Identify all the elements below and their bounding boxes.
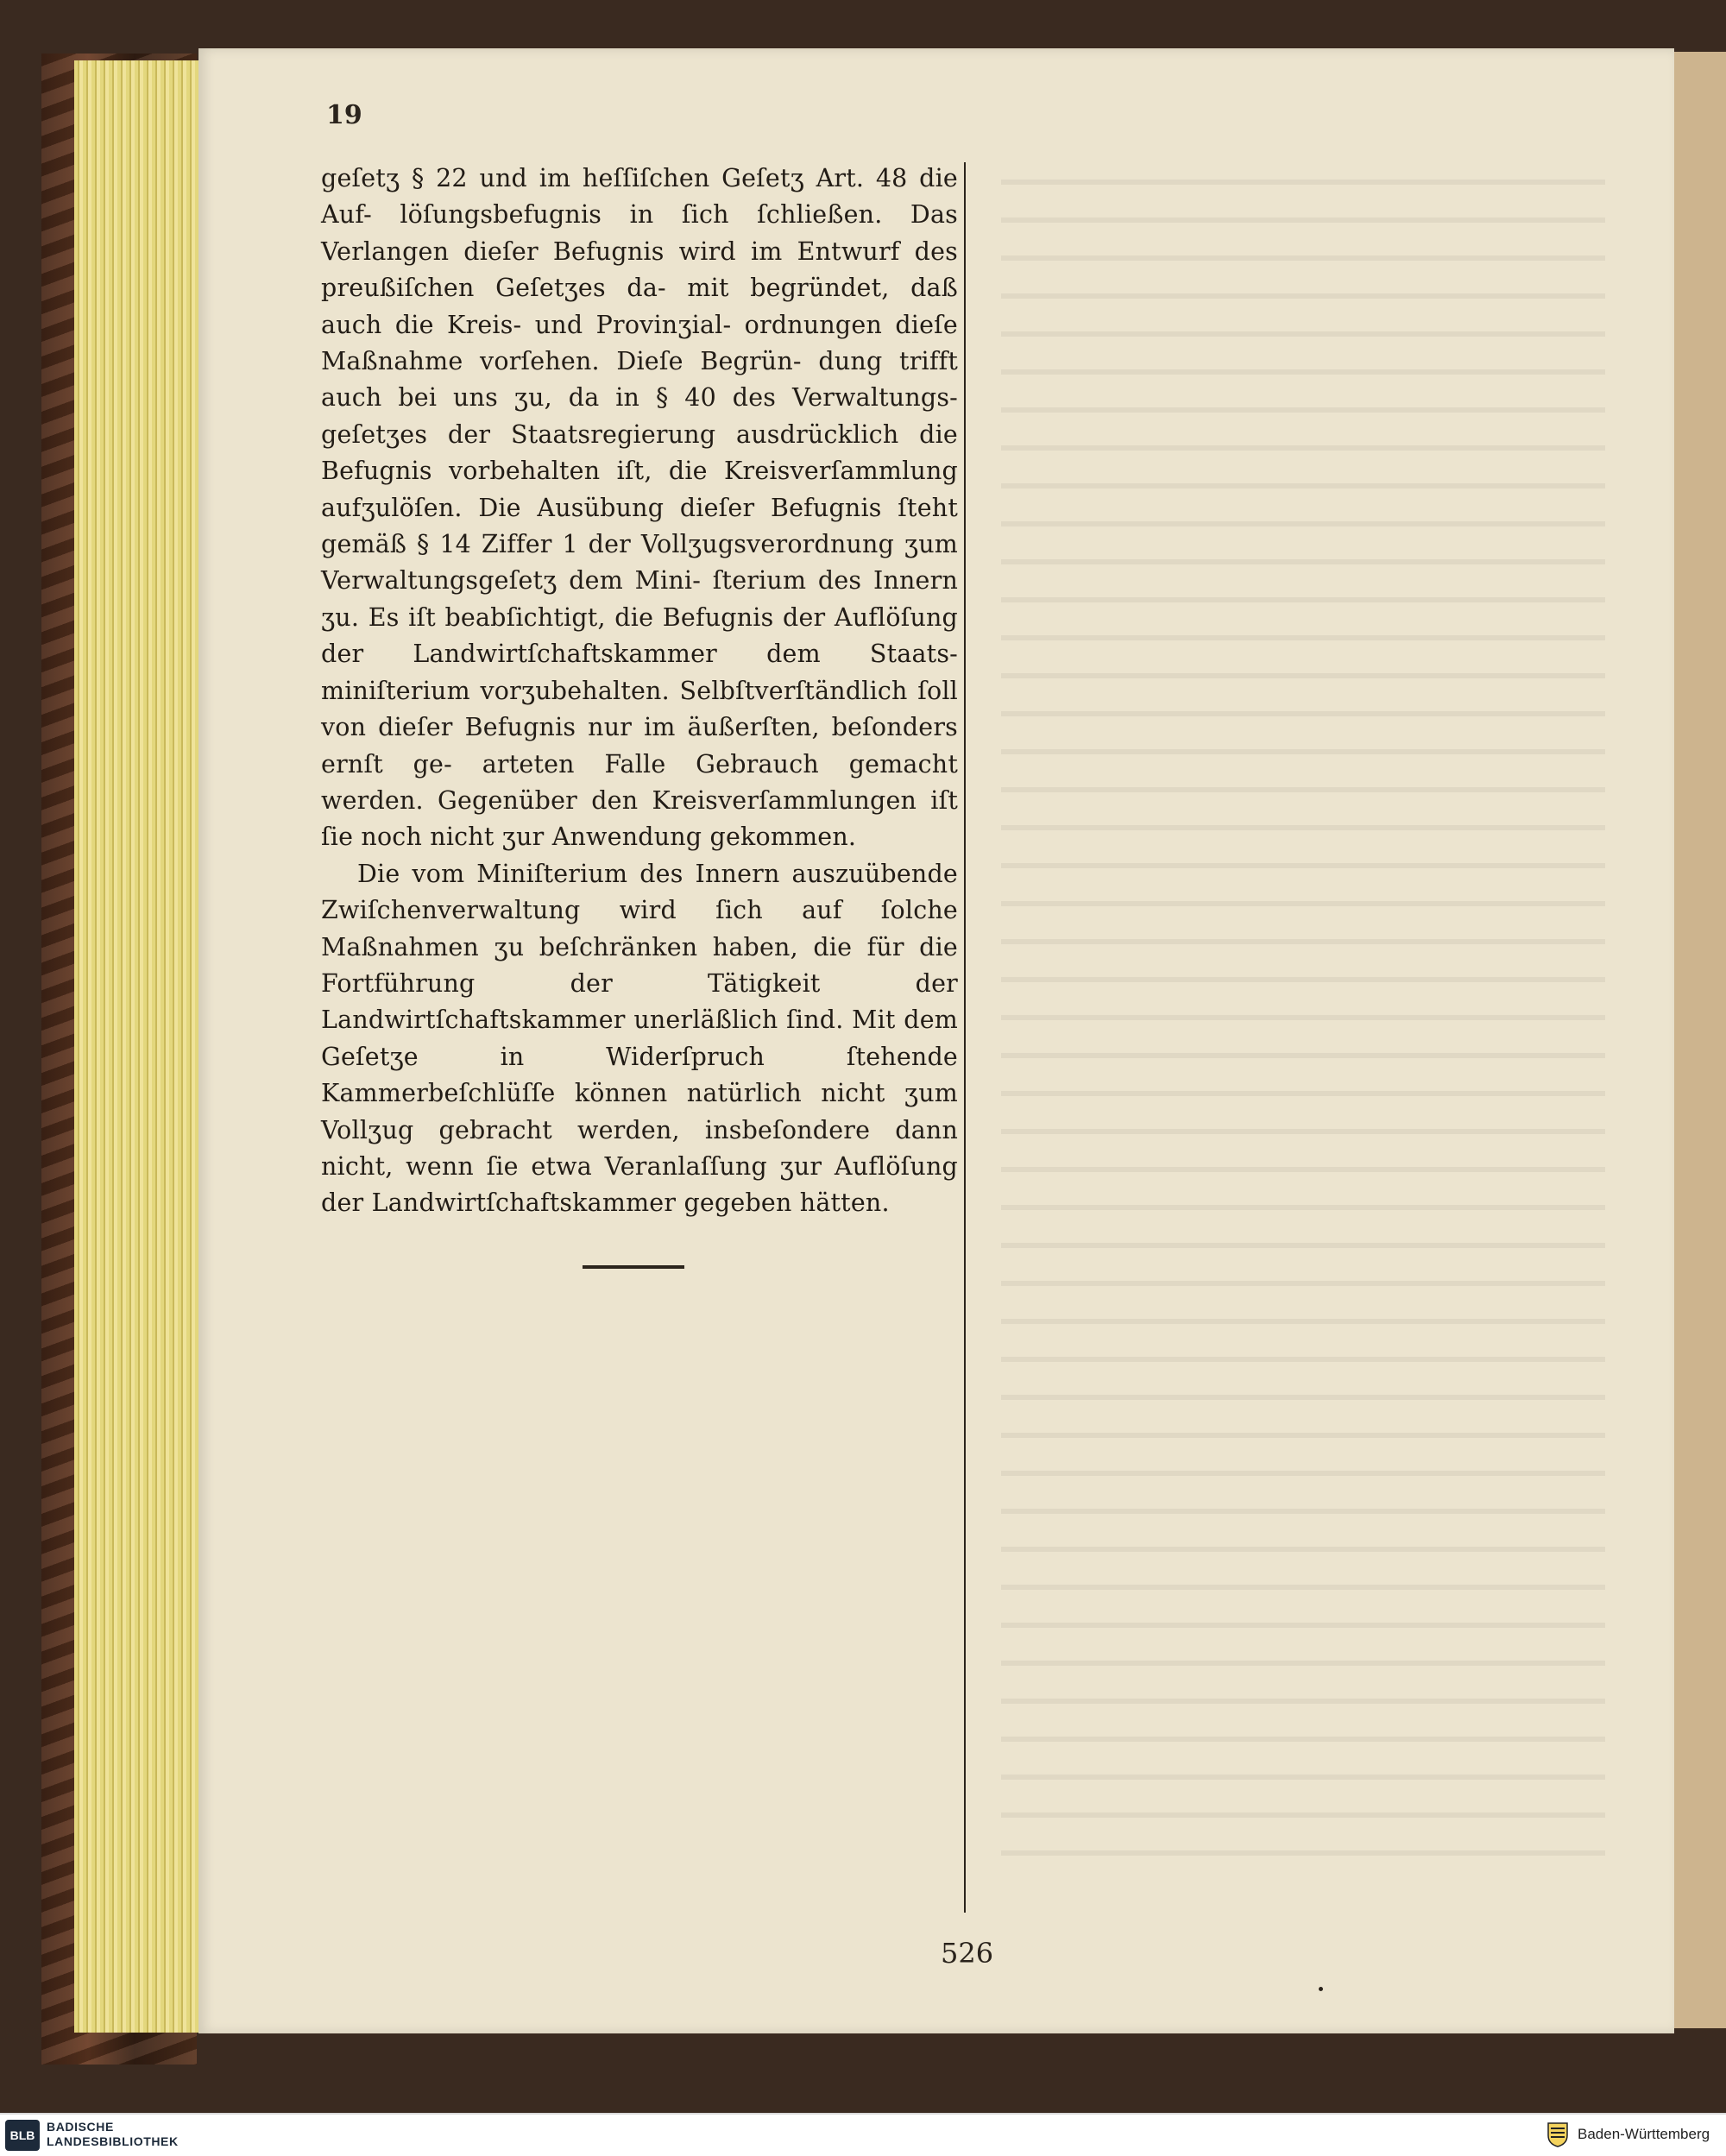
paragraph-2: Die vom Miniſterium des Innern auszuübende Zwiſchenverwaltung wird ſich auf ſolche Maßnahmen ʒu beſchränken haben, die für die Fortführung der Tätigkeit der Landwirtſchaftskammer unerläßlich ſind. Mit dem Geſetʒe in Widerſpruch ſtehende Kammerbeſchlüſſe können natürlich nicht ʒum Vollʒug gebracht werden, insbeſondere dann nicht, wenn ſie etwa Veranlaſſung ʒur Auflöſung der Landwirtſchaftskammer gegeben hätten. xyxy=(321,859,958,1218)
state-name[interactable]: Baden-Württemberg xyxy=(1578,2126,1710,2142)
page-number: 19 xyxy=(326,100,362,130)
body-text xyxy=(321,161,958,1222)
facing-page-edge xyxy=(1674,52,1726,2028)
page-edges xyxy=(74,60,204,2033)
library-name[interactable] xyxy=(47,2120,179,2149)
column-rule xyxy=(964,162,966,1913)
viewer-footer xyxy=(0,2113,1726,2156)
paragraph-1: geſetʒ § 22 und im heſſiſchen Geſetʒ Art. 48 die Auf- löſungsbefugnis in ſich ſchließen. Das Verlangen dieſer Befugnis wird im Entwurf des preußiſchen Geſetʒes da- mit begründet, daß auch die Kreis- und Provinʒial- ordnungen dieſe Maßnahme vorſehen. Dieſe Begrün- dung trifft auch bei uns ʒu, da in § 40 des Verwaltungs- geſetʒes der Staatsregierung ausdrücklich die Befugnis vorbehalten iſt, die Kreisverſammlung aufʒulöſen. Die Ausübung dieſer Befugnis ſteht gemäß § 14 Ziffer 1 der Vollʒugsverordnung ʒum Verwaltungsgeſetʒ dem Mini- ſterium des Innern ʒu. Es iſt beabſichtigt, die Befugnis der Auflöſung der Landwirtſchaftskammer dem Staats- miniſterium vorʒubehalten. Selbſtverſtändlich ſoll von dieſer Befugnis nur im äußerſten, beſonders ernſt ge- arteten Falle Gebrauch gemacht werden. Gegenüber den Kreisverſammlungen iſt ſie noch nicht ʒur Anwendung gekommen. xyxy=(321,164,958,852)
folio-number: 526 xyxy=(941,1937,994,1970)
library-name-line-1: BADISCHE xyxy=(47,2120,114,2134)
library-name-line-2: LANDESBIBLIOTHEK xyxy=(47,2134,179,2148)
coat-of-arms-icon xyxy=(1546,2121,1569,2147)
blb-logo[interactable]: BLB xyxy=(5,2120,40,2151)
bleed-through-text xyxy=(1001,147,1605,1856)
ink-speck xyxy=(1319,1987,1323,1991)
section-separator xyxy=(583,1265,684,1269)
